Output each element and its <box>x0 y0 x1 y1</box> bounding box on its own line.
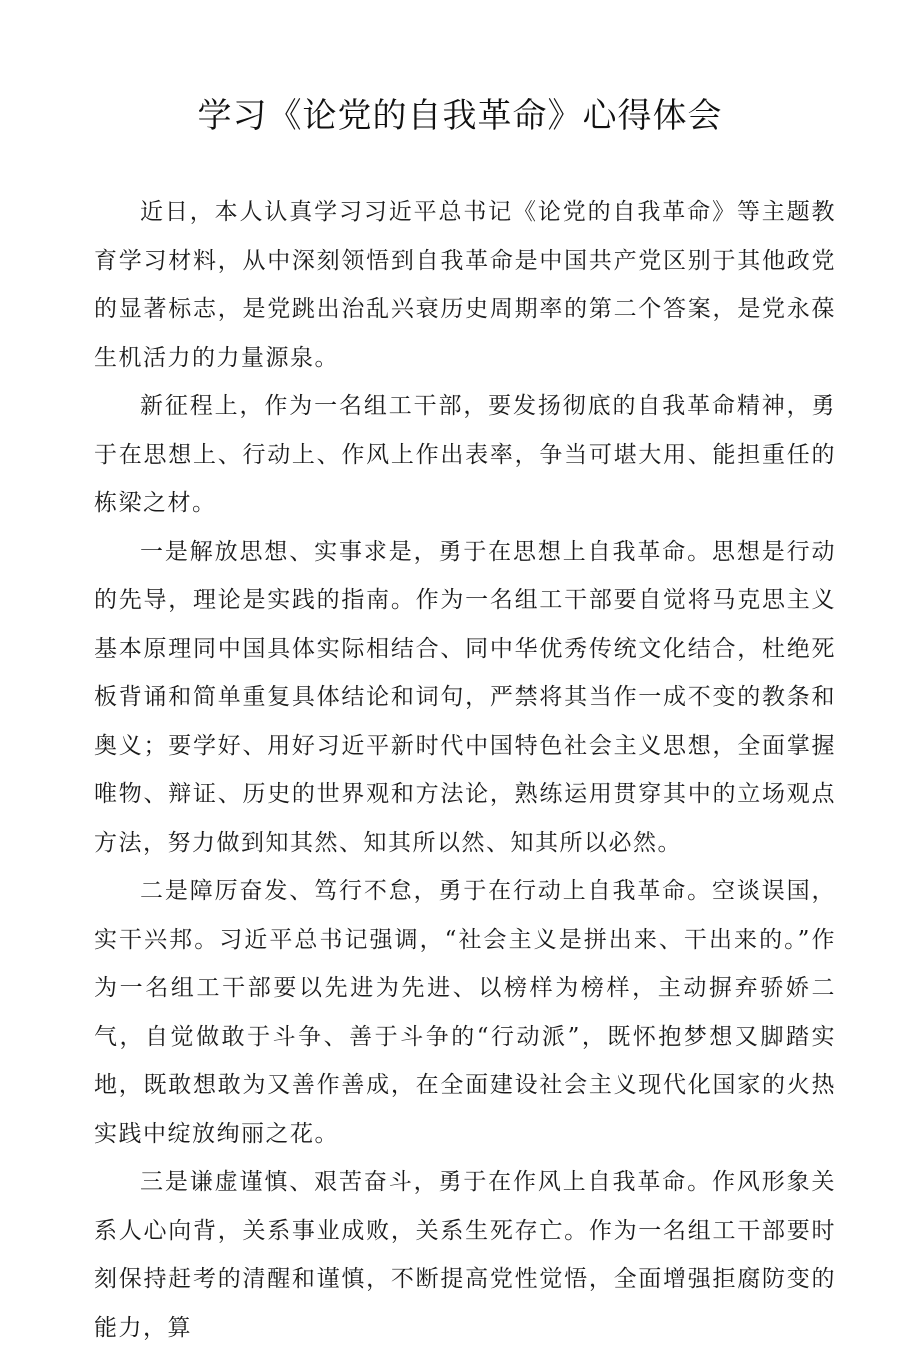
paragraph-new-journey: 新征程上，作为一名组工干部，要发扬彻底的自我革命精神，勇于在思想上、行动上、作风上作出表率，争当可堪大用、能担重任的栋梁之材。 <box>94 393 836 516</box>
paragraph-point-three: 三是谦虚谨慎、艰苦奋斗，勇于在作风上自我革命。作风形象关系人心向背，关系事业成败，关系生死存亡。作为一名组工干部要时刻保持赶考的清醒和谨慎，不断提高党性觉悟，全面增强拒腐防变的能力，算 <box>94 1169 836 1341</box>
document-title: 学习《论党的自我革命》心得体会 <box>197 96 723 136</box>
document-body <box>94 188 836 1352</box>
paragraph-intro: 近日，本人认真学习习近平总书记《论党的自我革命》等主题教育学习材料，从中深刻领悟到自我革命是中国共产党区别于其他政党的显著标志，是党跳出治乱兴衰历史周期率的第二个答案，是党永葆生机活力的力量源泉。 <box>94 199 836 371</box>
paragraph-point-two: 二是障厉奋发、笃行不怠，勇于在行动上自我革命。空谈误国，实干兴邦。习近平总书记强调，“社会主义是拼出来、干出来的。”作为一名组工干部要以先进为先进、以榜样为榜样，主动摒弃骄娇二气，自觉做敢于斗争、善于斗争的“行动派”，既怀抱梦想又脚踏实地，既敢想敢为又善作善成，在全面建设社会主义现代化国家的火热实践中绽放绚丽之花。 <box>94 878 836 1147</box>
paragraph-point-one: 一是解放思想、实事求是，勇于在思想上自我革命。思想是行动的先导，理论是实践的指南。作为一名组工干部要自觉将马克思主义基本原理同中国具体实际相结合、同中华优秀传统文化结合，杜绝死板背诵和简单重复具体结论和词句，严禁将其当作一成不变的教条和奥义；要学好、用好习近平新时代中国特色社会主义思想，全面掌握唯物、辩证、历史的世界观和方法论，熟练运用贯穿其中的立场观点方法，努力做到知其然、知其所以然、知其所以必然。 <box>94 538 836 856</box>
